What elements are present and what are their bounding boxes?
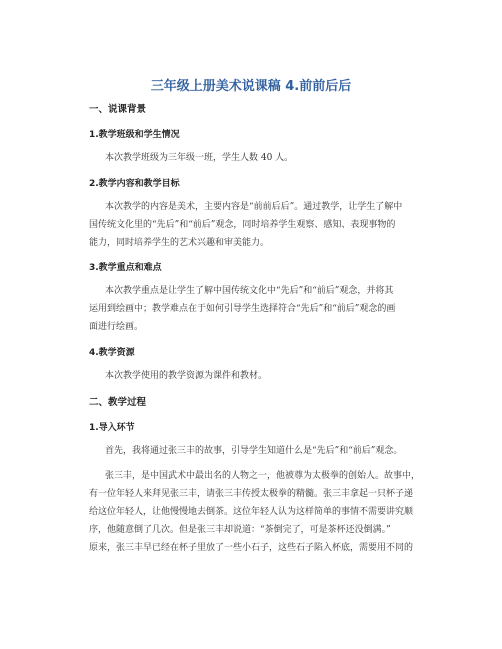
document-title: 三年级上册美术说课稿 4.前前后后 bbox=[150, 79, 352, 94]
heading-process: 二、教学过程 bbox=[89, 397, 147, 408]
paragraph-line: 面进行绘画。 bbox=[89, 322, 144, 332]
paragraph-line: 张三丰，是中国武术中最出名的人物之一，他被尊为太极拳的创始人。故事中， bbox=[105, 471, 421, 481]
paragraph-line: 有一位年轻人来拜见张三丰，请张三丰传授太极拳的精髓。张三丰拿起一只杯子递 bbox=[89, 489, 414, 499]
heading-focus-difficulty: 3.教学重点和难点 bbox=[89, 263, 162, 273]
paragraph-line: 首先，我将通过张三丰的故事，引导学生知道什么是“先后”和“前后”观念。 bbox=[105, 446, 403, 456]
paragraph-line: 能力，同时培养学生的艺术兴趣和审美能力。 bbox=[89, 238, 270, 248]
paragraph-line: 本次教学班级为三年级一班，学生人数 40 人。 bbox=[105, 153, 294, 163]
paragraph-line: 运用到绘画中；教学难点在于如何引导学生选择符合“先后”和“前后”观念的画 bbox=[89, 304, 396, 314]
paragraph-line: 原来，张三丰早已经在杯子里放了一些小石子，这些石子陷入杯底，需要用不同的 bbox=[89, 543, 414, 553]
paragraph-line: 国传统文化里的“先后”和“前后”观念，同时培养学生观察、感知、表现事物的 bbox=[89, 220, 396, 230]
paragraph-line: 本次教学使用的教学资源为课件和教材。 bbox=[105, 371, 268, 381]
heading-resources: 4.教学资源 bbox=[89, 348, 135, 358]
paragraph-line: 序，他随意倒了几次。但是张三丰却说道：“茶倒完了，可是茶杯还没倒满。” bbox=[89, 525, 391, 535]
paragraph-line: 本次教学重点是让学生了解中国传统文化中“先后”和“前后”观念，并将其 bbox=[105, 286, 394, 296]
heading-content-goals: 2.教学内容和教学目标 bbox=[89, 179, 180, 189]
heading-class-info: 1.教学班级和学生情况 bbox=[89, 130, 180, 140]
paragraph-line: 本次教学的内容是美术，主要内容是“前前后后”。通过教学，让学生了解中 bbox=[105, 202, 403, 212]
heading-background: 一、说课背景 bbox=[89, 104, 147, 115]
paragraph-line: 给这位年轻人，让他慢慢地去倒茶。这位年轻人认为这样简单的事情不需要讲究顺 bbox=[89, 507, 414, 517]
heading-intro: 1.导入环节 bbox=[89, 423, 135, 433]
